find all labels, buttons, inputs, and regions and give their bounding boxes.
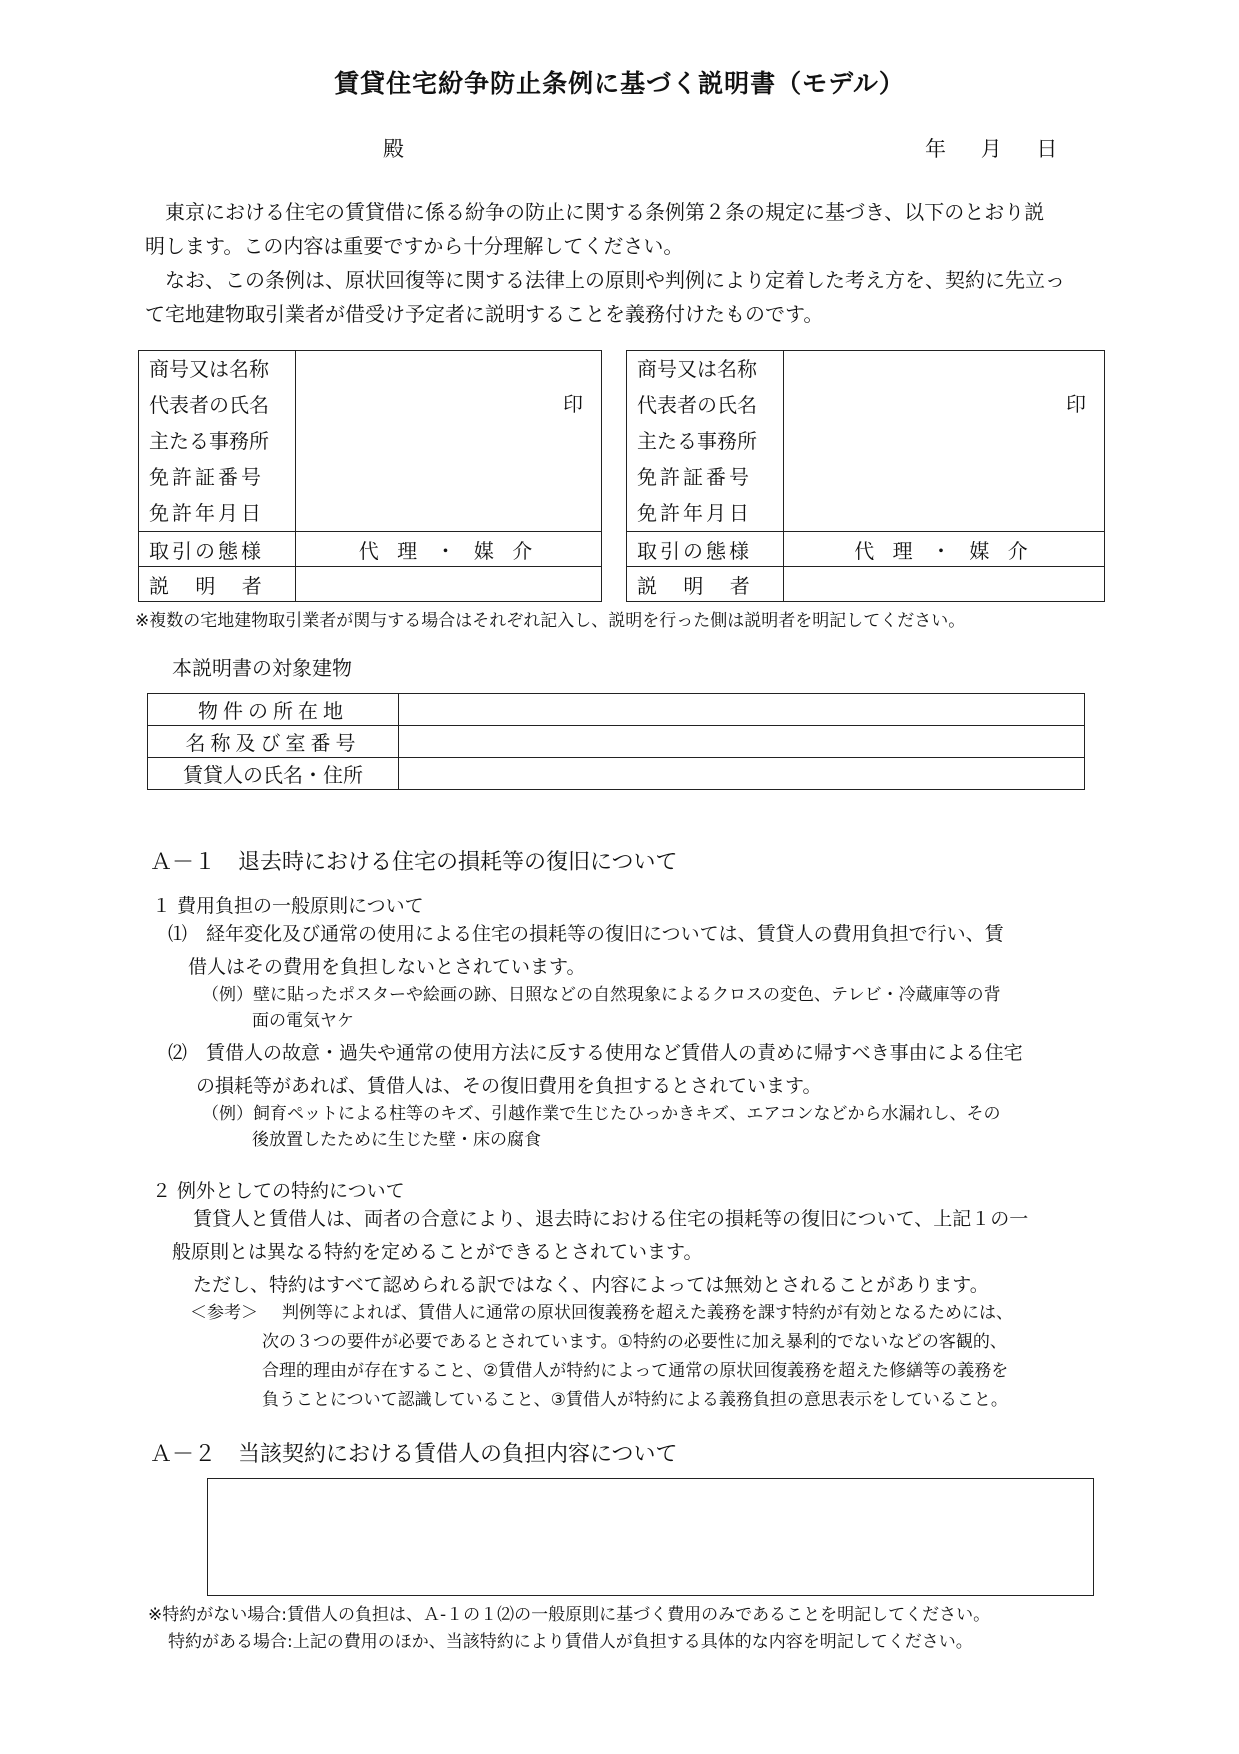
reference-line4: 負うことについて認識していること、③賃借人が特約による義務負担の意思表示をしていること。 (262, 1390, 1008, 1410)
seal-mark: 印 (1066, 392, 1086, 416)
label-trade-name: 商号又は名称 (637, 357, 757, 381)
business-table-left (138, 350, 602, 602)
label-license-number: 免許証番号 (149, 465, 264, 489)
transaction-mode-value: 代 理 ・ 媒 介 (296, 532, 602, 567)
label-name-room: 名称及び室番号 (148, 726, 399, 758)
example1-line1: （例）壁に貼ったポスターや絵画の跡、日照などの自然現象によるクロスの変色、テレビ・冷蔵庫等の背 (202, 985, 1001, 1005)
section-2-heading: ２ 例外としての特約について (152, 1180, 405, 1202)
section2-line2: 般原則とは異なる特約を定めることができるとされています。 (172, 1241, 703, 1263)
item1-line2: 借人はその費用を負担しないとされています。 (188, 956, 586, 978)
reference-line1: 判例等によれば、賃借人に通常の原状回復義務を超えた義務を課す特約が有効となるためには、 (282, 1303, 1013, 1323)
transaction-mode-value: 代 理 ・ 媒 介 (784, 532, 1105, 567)
section-a2-heading: Ａ－２ 当該契約における賃借人の負担内容について (150, 1442, 678, 1467)
item1-line1: ⑴ 経年変化及び通常の使用による住宅の損耗等の復旧については、賃貸人の費用負担で行い、賃 (168, 923, 1004, 945)
business-labels (627, 351, 784, 532)
reference-line3: 合理的理由が存在すること、②賃借人が特約によって通常の原状回復義務を超えた修繕等の義務を (262, 1361, 1009, 1381)
section2-line1: 賃貸人と賃借人は、両者の合意により、退去時における住宅の損耗等の復旧について、上記１の一 (193, 1208, 1029, 1230)
label-explainer: 説 明 者 (627, 567, 784, 602)
lessor-field[interactable] (399, 758, 1085, 790)
explainer-field[interactable] (296, 567, 602, 602)
section2-line3: ただし、特約はすべて認められる訳ではなく、内容によっては無効とされることがあります。 (193, 1274, 989, 1296)
label-explainer: 説 明 者 (139, 567, 296, 602)
item2-line2: の損耗等があれば、賃借人は、その復旧費用を負担するとされています。 (196, 1075, 822, 1097)
reference-line2: 次の３つの要件が必要であるとされています。①特約の必要性に加え暴利的でないなどの客観的、 (262, 1332, 1007, 1352)
intro-p1-line1: 東京における住宅の賃貸借に係る紛争の防止に関する条例第２条の規定に基づき、以下のとおり説 (165, 200, 1045, 224)
section-1-heading: １ 費用負担の一般原則について (152, 895, 424, 917)
tenant-burden-box[interactable] (207, 1478, 1094, 1596)
a2-note-line2: 特約がある場合:上記の費用のほか、当該特約により賃借人が負担する具体的な内容を明記してください。 (168, 1632, 973, 1652)
section-a1-heading: Ａ－１ 退去時における住宅の損耗等の復旧について (150, 850, 678, 875)
date-month: 月 (980, 137, 1002, 161)
seal-mark: 印 (563, 392, 583, 416)
business-value-cell[interactable] (784, 351, 1105, 532)
example2-line2: 後放置したために生じた壁・床の腐食 (252, 1130, 541, 1150)
a2-note-line1: ※特約がない場合:賃借人の負担は、Ａ-１の１⑵の一般原則に基づく費用のみであることを明記してください。 (148, 1605, 991, 1625)
date-field (925, 133, 1057, 163)
label-main-office: 主たる事務所 (149, 429, 269, 453)
label-property-location: 物件の所在地 (148, 694, 399, 726)
date-year: 年 (925, 137, 946, 161)
label-transaction-mode: 取引の態様 (627, 532, 784, 567)
example2-line1: （例）飼育ペットによる柱等のキズ、引越作業で生じたひっかきキズ、エアコンなどから水漏れし、その (202, 1104, 1001, 1124)
business-labels (139, 351, 296, 532)
label-transaction-mode: 取引の態様 (139, 532, 296, 567)
label-main-office: 主たる事務所 (637, 429, 757, 453)
target-building-table (147, 693, 1085, 790)
label-license-date: 免許年月日 (149, 501, 264, 525)
intro-p2-line1: なお、この条例は、原状回復等に関する法律上の原則や判例により定着した考え方を、契約に先立っ (165, 268, 1065, 292)
business-note: ※複数の宅地建物取引業者が関与する場合はそれぞれ記入し、説明を行った側は説明者を明記してください。 (135, 611, 966, 631)
reference-label: ＜参考＞ (190, 1303, 258, 1323)
label-license-number: 免許証番号 (637, 465, 752, 489)
name-room-field[interactable] (399, 726, 1085, 758)
business-table-right (626, 350, 1105, 602)
label-representative: 代表者の氏名 (637, 393, 757, 417)
property-location-field[interactable] (399, 694, 1085, 726)
addressee-suffix: 殿 (383, 137, 404, 161)
intro-p2-line2: て宅地建物取引業者が借受け予定者に説明することを義務付けたものです。 (145, 302, 824, 326)
target-heading: 本説明書の対象建物 (172, 656, 352, 680)
label-trade-name: 商号又は名称 (149, 357, 269, 381)
label-license-date: 免許年月日 (637, 501, 752, 525)
page-title: 賃貸住宅紛争防止条例に基づく説明書（モデル） (334, 69, 905, 98)
intro-p1-line2: 明します。この内容は重要ですから十分理解してください。 (145, 234, 684, 258)
item2-line1: ⑵ 賃借人の故意・過失や通常の使用方法に反する使用など賃借人の責めに帰すべき事由による住宅 (168, 1042, 1023, 1064)
label-representative: 代表者の氏名 (149, 393, 269, 417)
date-day: 日 (1036, 137, 1058, 161)
label-lessor: 賃貸人の氏名・住所 (148, 758, 399, 790)
example1-line2: 面の電気ヤケ (252, 1011, 354, 1031)
explainer-field[interactable] (784, 567, 1105, 602)
business-value-cell[interactable] (296, 351, 602, 532)
